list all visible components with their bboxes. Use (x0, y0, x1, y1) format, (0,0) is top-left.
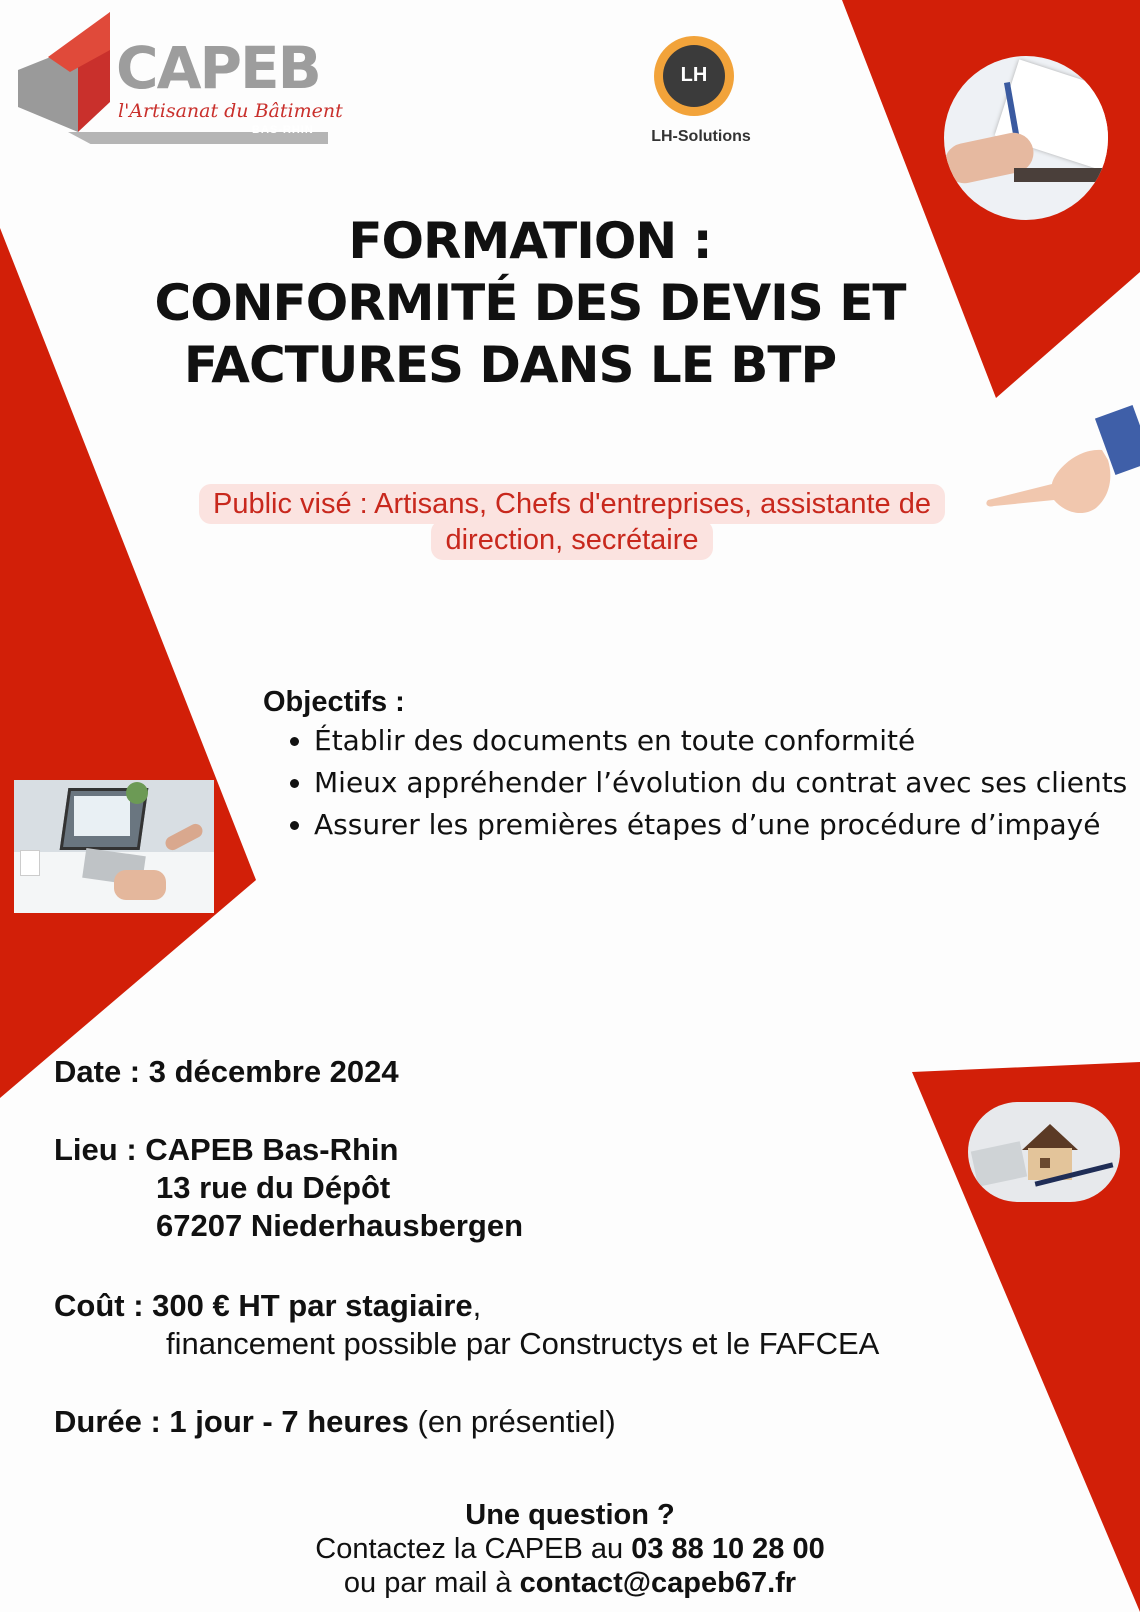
page-title (0, 210, 1060, 396)
venue-address-city: 67207 Niederhausbergen (156, 1208, 524, 1243)
list-item: • Établir des documents en toute conformité (314, 720, 1134, 762)
contact-email-link[interactable]: contact@capeb67.fr (519, 1567, 797, 1599)
date-line (54, 1052, 399, 1091)
contact-email-line: ou par mail à contact@capeb67.fr (343, 1567, 797, 1599)
contact-question: Une question ? (465, 1499, 675, 1531)
capeb-wordmark: CAPEB (116, 34, 320, 102)
pointing-hand-image (984, 400, 1140, 530)
duration-note: (en présentiel) (408, 1404, 616, 1439)
target-audience-text: Public visé : Artisans, Chefs d'entreprises, assistante de direction, secrétaire (199, 484, 945, 560)
title-line-2: CONFORMITÉ DES DEVIS ET (154, 274, 906, 332)
capeb-region: BAS-RHIN (252, 124, 314, 136)
list-item: • Mieux appréhender l’évolution du contrat avec ses clients (314, 762, 1134, 804)
contact-phone[interactable]: 03 88 10 28 00 (631, 1533, 825, 1565)
cost-line: Coût : 300 € HT par stagiaire, (54, 1288, 482, 1323)
list-item: • Assurer les premières étapes d’une procédure d’impayé (314, 804, 1134, 846)
capeb-tagline: l'Artisanat du Bâtiment (118, 100, 343, 122)
objectives-list (272, 720, 1134, 846)
duration-line (54, 1402, 616, 1441)
signing-document-photo (944, 56, 1108, 220)
venue-line (54, 1130, 398, 1169)
date-label: Date : (54, 1054, 149, 1089)
venue-label: Lieu : (54, 1132, 146, 1167)
title-line-1: FORMATION : (348, 212, 712, 270)
funding-note: financement possible par Constructys et le FAFCEA (166, 1326, 880, 1361)
lh-name: LH-Solutions (651, 128, 751, 145)
lh-mark: LH (680, 64, 708, 86)
title-line-3: FACTURES DANS LE BTP (183, 336, 837, 394)
house-model-photo (968, 1102, 1120, 1202)
lh-solutions-logo (640, 34, 770, 154)
venue-value: CAPEB Bas-Rhin (145, 1132, 399, 1167)
capeb-logo (18, 12, 343, 144)
venue-address-street: 13 rue du Dépôt (156, 1170, 391, 1205)
calculator-laptop-photo (14, 780, 214, 913)
contact-phone-line: Contactez la CAPEB au 03 88 10 28 00 (315, 1533, 825, 1565)
objectives-heading: Objectifs : (263, 686, 405, 718)
target-audience (172, 486, 972, 558)
cost-value: 300 € HT par stagiaire (152, 1288, 473, 1323)
cost-label: Coût : (54, 1288, 153, 1323)
duration-label: Durée : (54, 1404, 170, 1439)
duration-value: 1 jour - 7 heures (169, 1404, 409, 1439)
date-value: 3 décembre 2024 (148, 1054, 399, 1089)
